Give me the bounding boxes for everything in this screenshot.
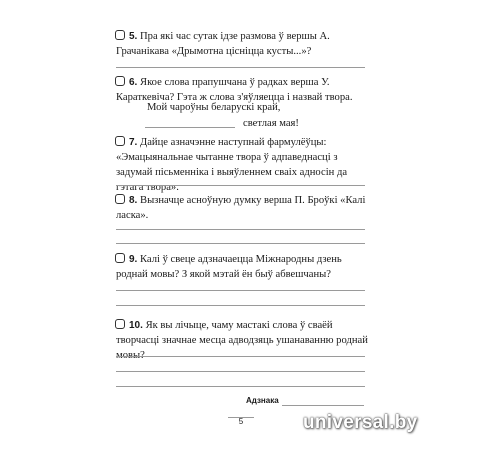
task-5-text xyxy=(116,29,368,59)
poem-line-1: Мой чароўны беларускі край, xyxy=(147,102,281,113)
task-6-question: Якое слова прапушчана ў радках верша У. Караткевіча? Гэта ж слова з'яўляецца і назвай твора. xyxy=(116,77,353,103)
answer-line-10c[interactable] xyxy=(116,386,365,387)
task-8-number: 8. xyxy=(129,195,138,206)
grade-line[interactable] xyxy=(282,405,364,406)
task-7-text xyxy=(116,135,368,195)
task-5 xyxy=(116,29,368,59)
grade-label: Адзнака xyxy=(246,396,279,405)
poem-blank[interactable] xyxy=(145,127,235,128)
task-5-question: Пра які час сутак ідзе размова ў вершы А. Грачанікава «Дрымотна цісніцца кусты...»? xyxy=(116,31,330,57)
answer-line-10a[interactable] xyxy=(116,356,365,357)
page-number: 5 xyxy=(238,417,244,426)
task-9-number: 9. xyxy=(129,254,138,265)
task-6-checkbox[interactable] xyxy=(115,76,125,86)
task-7-checkbox[interactable] xyxy=(115,136,125,146)
poem-line-2: светлая мая! xyxy=(243,118,299,129)
task-8-text xyxy=(116,193,368,223)
task-10-question: Як вы лічыце, чаму мастакі слова ў сваёй творчасці значнае месца адводзяць ушанаванню роднай мовы? xyxy=(116,320,368,361)
task-7-question: Дайце азначэнне наступнай фармулёўцы: «Эмацыянальнае чытанне твора ў адпаведнасці з задумай пісьменніка і выяўленнем сваіх адносін да гэтага твора». xyxy=(116,137,348,193)
task-6-number: 6. xyxy=(129,77,138,88)
answer-line-7a[interactable] xyxy=(116,185,365,186)
task-9-text xyxy=(116,252,368,282)
answer-line-9a[interactable] xyxy=(116,290,365,291)
answer-line-9b[interactable] xyxy=(116,305,365,306)
task-10-number: 10. xyxy=(129,320,143,331)
answer-line-10b[interactable] xyxy=(116,371,365,372)
answer-line-8b[interactable] xyxy=(116,243,365,244)
task-8-checkbox[interactable] xyxy=(115,194,125,204)
task-9 xyxy=(116,252,368,282)
task-5-checkbox[interactable] xyxy=(115,30,125,40)
task-9-checkbox[interactable] xyxy=(115,253,125,263)
task-7 xyxy=(116,135,368,195)
task-9-question: Калі ў свеце адзначаецца Міжнародны дзень роднай мовы? З якой мэтай ён быў абвешчаны? xyxy=(116,254,342,280)
task-7-number: 7. xyxy=(129,137,138,148)
watermark: universal.by xyxy=(303,412,418,433)
answer-line-5a[interactable] xyxy=(116,67,365,68)
task-10-checkbox[interactable] xyxy=(115,319,125,329)
task-5-number: 5. xyxy=(129,31,138,42)
task-8-question: Вызначце асноўную думку верша П. Броўкі «Калі ласка». xyxy=(116,195,366,221)
task-8 xyxy=(116,193,368,223)
answer-line-8a[interactable] xyxy=(116,229,365,230)
